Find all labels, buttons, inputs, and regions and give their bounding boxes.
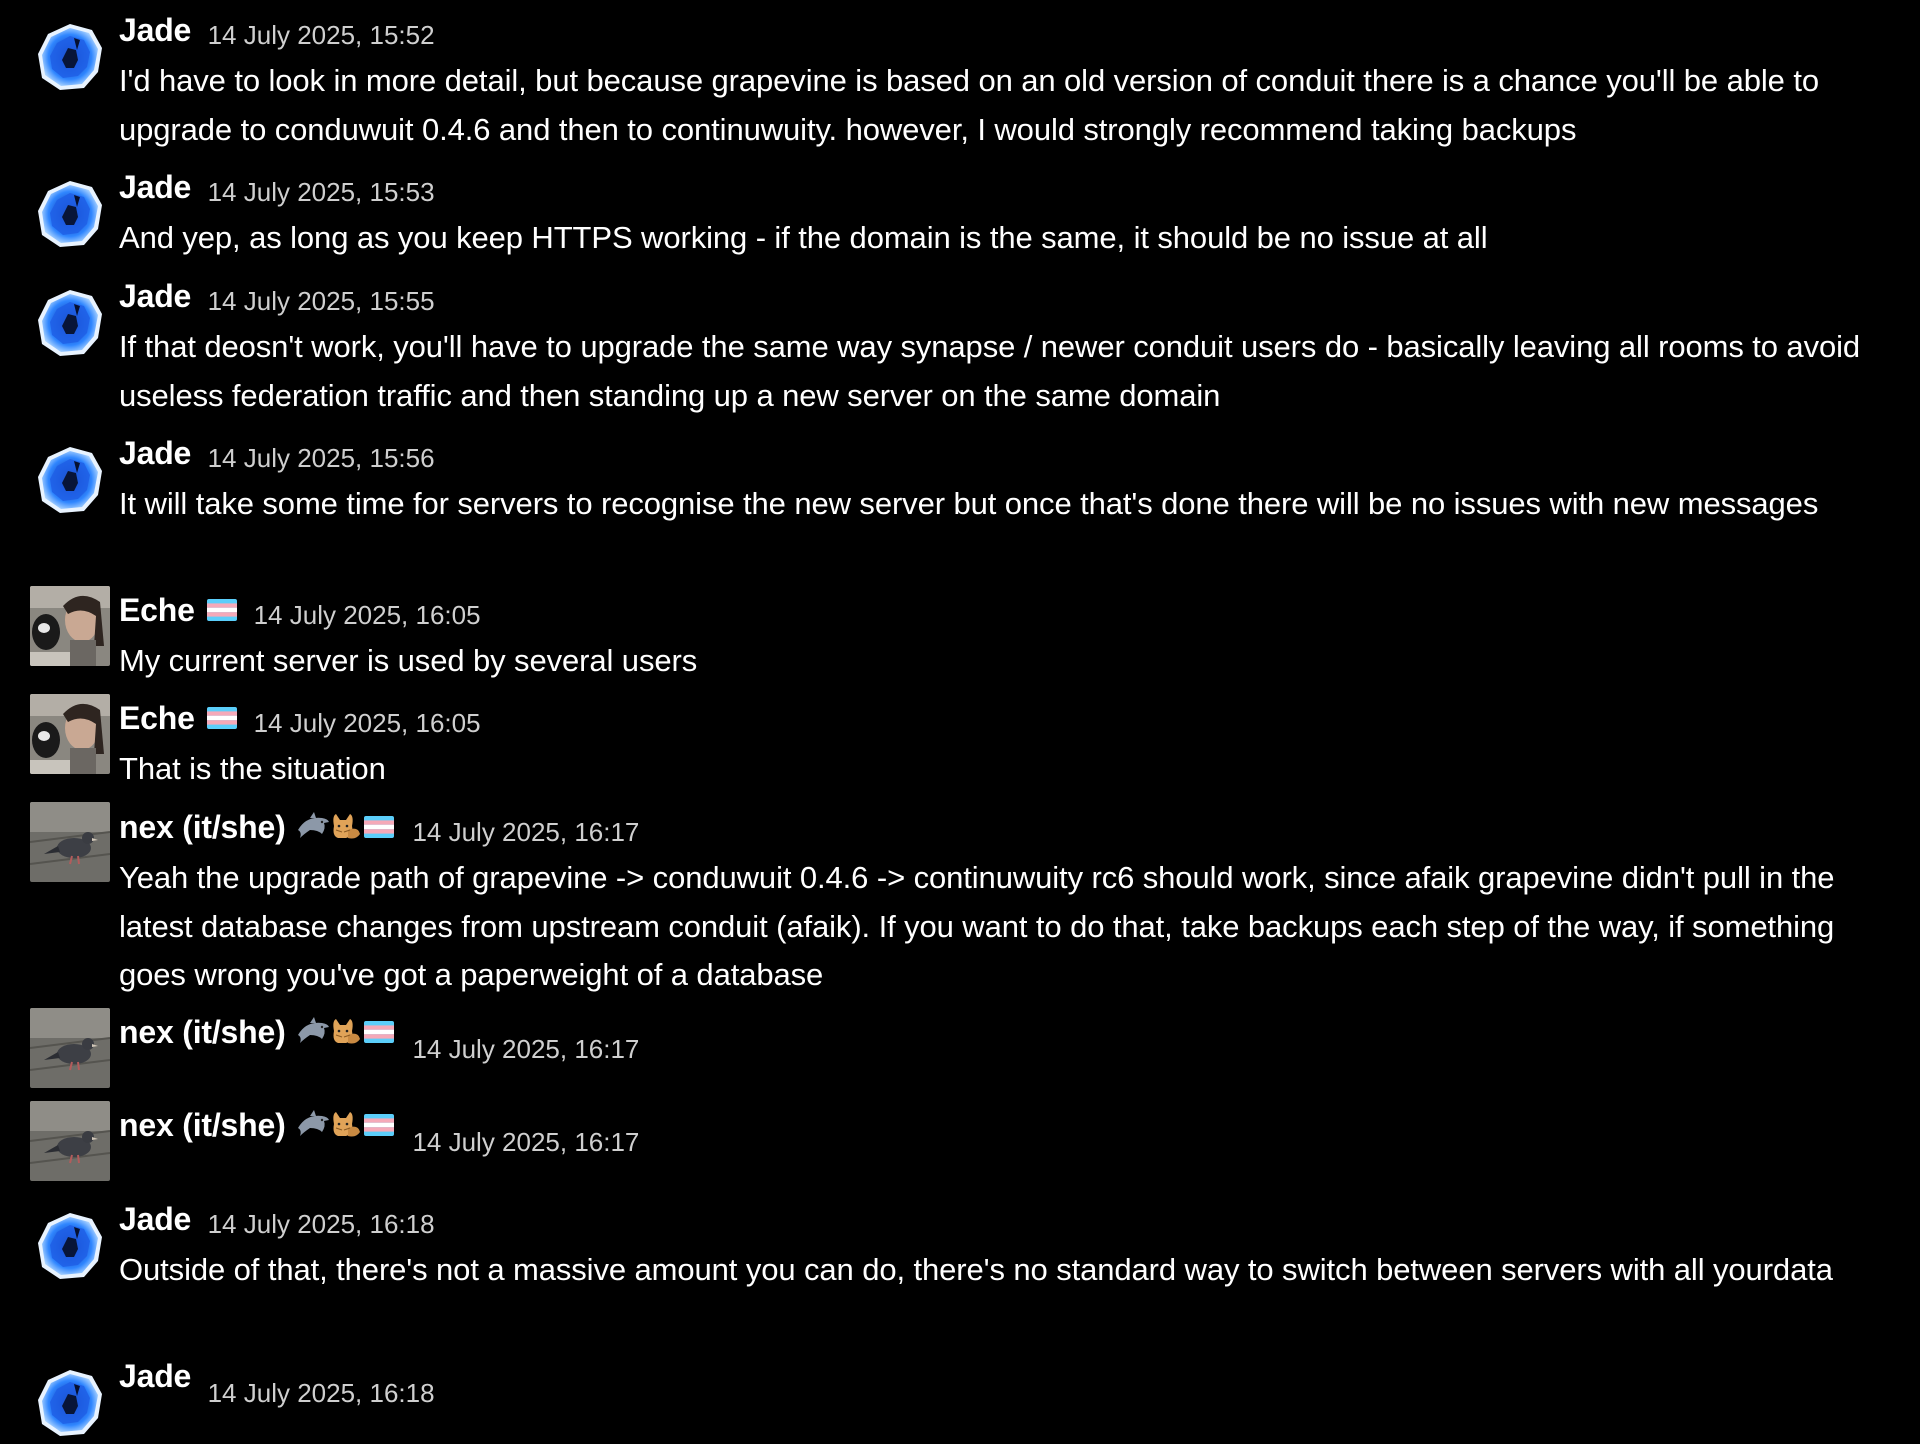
message-header <box>119 433 435 473</box>
message-timestamp[interactable]: 14 July 2025, 15:52 <box>207 20 435 50</box>
message-timestamp[interactable]: 14 July 2025, 15:53 <box>207 177 435 207</box>
message-text: And yep, as long as you keep HTTPS working - if the domain is the same, it should be no issue at all <box>119 220 1488 255</box>
author-name[interactable]: Jade <box>119 12 192 48</box>
trans-flag-icon <box>207 590 237 630</box>
message-header <box>119 807 639 847</box>
author-name[interactable]: Jade <box>119 435 192 471</box>
jade-avatar-icon[interactable] <box>30 18 110 98</box>
pigeon-avatar-icon[interactable] <box>30 802 110 882</box>
author-name[interactable]: nex (it/she) <box>119 1014 286 1050</box>
message-header <box>119 167 435 207</box>
dolphin-cat-trans-flag-icon <box>296 1012 396 1052</box>
author-name[interactable]: nex (it/she) <box>119 1107 286 1143</box>
eche-avatar-icon[interactable] <box>30 586 110 666</box>
message-timestamp[interactable]: 14 July 2025, 16:05 <box>253 708 481 738</box>
message-timestamp[interactable]: 14 July 2025, 15:56 <box>207 443 435 473</box>
message-header <box>119 276 435 316</box>
pigeon-avatar-icon[interactable] <box>30 1008 110 1088</box>
message-text: It will take some time for servers to recognise the new server but once that's done there will be no issues with new messages <box>119 486 1819 521</box>
message-text: Yeah the upgrade path of grapevine -> conduwuit 0.4.6 -> continuwuity rc6 should work, since afaik grapevine didn't pull in the latest database changes from upstream conduit (afaik). If you want to do that, take backups each step of the way, if something goes wrong you've got a paperweight of a database <box>119 860 1835 992</box>
message-header <box>119 1356 435 1408</box>
message-header <box>119 1012 640 1064</box>
message-header <box>119 1199 435 1239</box>
message-header <box>119 1105 640 1157</box>
message-text: I'd have to look in more detail, but because grapevine is based on an old version of conduit there is a chance you'll be able to upgrade to conduwuit 0.4.6 and then to continuwuity. however, I would strongly recommend taking backups <box>119 63 1819 147</box>
author-name[interactable]: Eche <box>119 592 195 628</box>
jade-avatar-icon[interactable] <box>30 1207 110 1287</box>
message-timestamp[interactable]: 14 July 2025, 16:17 <box>412 1127 640 1157</box>
message-text: If that deosn't work, you'll have to upgrade the same way synapse / newer conduit users do - basically leaving all rooms to avoid useless federation traffic and then standing up a new server on the same domain <box>119 329 1861 413</box>
pigeon-avatar-icon[interactable] <box>30 1101 110 1181</box>
message-header <box>119 590 481 630</box>
message-header <box>119 698 481 738</box>
message-timestamp[interactable]: 14 July 2025, 15:55 <box>207 286 435 316</box>
author-name[interactable]: Jade <box>119 169 192 205</box>
jade-avatar-icon[interactable] <box>30 1364 110 1444</box>
author-name[interactable]: Eche <box>119 700 195 736</box>
message-timestamp[interactable]: 14 July 2025, 16:17 <box>412 1034 640 1064</box>
message-text: My current server is used by several users <box>119 643 698 678</box>
message-timestamp[interactable]: 14 July 2025, 16:05 <box>253 600 481 630</box>
author-name[interactable]: Jade <box>119 1201 192 1237</box>
message-text: That is the situation <box>119 751 386 786</box>
trans-flag-icon <box>207 698 237 738</box>
author-name[interactable]: Jade <box>119 278 192 314</box>
message-timestamp[interactable]: 14 July 2025, 16:18 <box>207 1378 435 1408</box>
author-name[interactable]: nex (it/she) <box>119 809 286 845</box>
dolphin-cat-trans-flag-icon <box>296 1105 396 1145</box>
dolphin-cat-trans-flag-icon <box>296 807 396 847</box>
jade-avatar-icon[interactable] <box>30 284 110 364</box>
message-text: Outside of that, there's not a massive amount you can do, there's no standard way to switch between servers with all yourdata <box>119 1252 1833 1287</box>
author-name[interactable]: Jade <box>119 1358 192 1394</box>
jade-avatar-icon[interactable] <box>30 441 110 521</box>
jade-avatar-icon[interactable] <box>30 175 110 255</box>
eche-avatar-icon[interactable] <box>30 694 110 774</box>
message-timestamp[interactable]: 14 July 2025, 16:17 <box>412 817 640 847</box>
message-timestamp[interactable]: 14 July 2025, 16:18 <box>207 1209 435 1239</box>
message-header <box>119 10 435 50</box>
